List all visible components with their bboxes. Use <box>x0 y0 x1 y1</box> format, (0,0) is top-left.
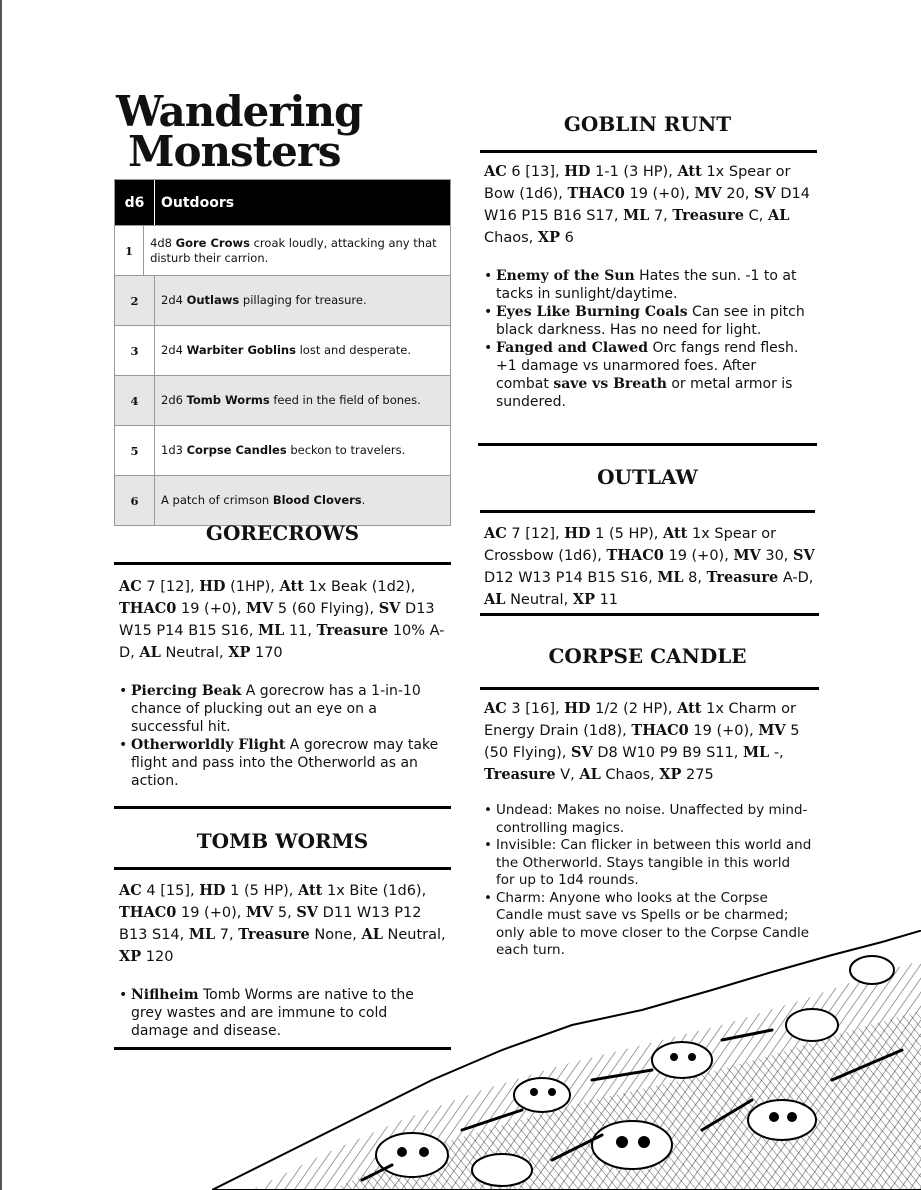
tombworms-stats: AC 4 [15], HD 1 (5 HP), Att 1x Bite (1d6), THAC0 19 (+0), MV 5, SV D11 W13 P12 B13 S14, ML 7, Treasure None, AL Neutral, XP 120 <box>119 882 446 965</box>
candle-rule <box>480 687 819 690</box>
list-item: • Eyes Like Burning Coals Can see in pitch black darkness. Has no need for light. <box>484 303 812 339</box>
header-die: d6 <box>115 180 155 225</box>
row-text: 4d8 Gore Crows croak loudly, attacking any that disturb their carrion. <box>150 235 437 265</box>
bone-pile-illustration <box>212 930 921 1190</box>
row-text: 2d6 Tomb Worms feed in the field of bones. <box>161 393 421 407</box>
gorecrows-end-rule <box>114 806 451 809</box>
row-text: 1d3 Corpse Candles beckon to travelers. <box>161 443 406 457</box>
table-row <box>115 325 450 375</box>
outlaw-title: OUTLAW <box>597 465 698 489</box>
goblin-stats: AC 6 [13], HD 1-1 (3 HP), Att 1x Spear or Bow (1d6), THAC0 19 (+0), MV 20, SV D14 W16 P15 B16 S17, ML 7, Treasure C, AL Chaos, XP 6 <box>484 163 810 246</box>
row-roll: 1 <box>115 226 144 275</box>
row-roll: 4 <box>115 376 155 425</box>
goblin-title: GOBLIN RUNT <box>563 112 732 136</box>
tombworms-title: TOMB WORMS <box>196 829 369 853</box>
list-item: • Invisible: Can flicker in between this world and the Otherworld. Stays tangible in this world for up to 1d4 rounds. <box>484 837 812 890</box>
table-row <box>115 275 450 325</box>
gorecrows-rule <box>114 562 451 565</box>
gorecrows-title: GORECROWS <box>205 521 360 545</box>
outlaw-stats: AC 7 [12], HD 1 (5 HP), Att 1x Spear or Crossbow (1d6), THAC0 19 (+0), MV 30, SV D12 W13 P14 B15 S16, ML 8, Treasure A-D, AL Neutral, XP 11 <box>484 525 815 608</box>
candle-stats: AC 3 [16], HD 1/2 (2 HP), Att 1x Charm or Energy Drain (1d8), THAC0 19 (+0), MV 5 (50 Flying), SV D8 W10 P9 B9 S11, ML -, Treasure V, AL Chaos, XP 275 <box>484 700 800 783</box>
list-item: • Charm: Anyone who looks at the Corpse Candle must save vs Spells or be charmed; only able to move closer to the Corpse Candle each turn. <box>484 890 812 960</box>
row-roll: 6 <box>115 476 155 525</box>
list-item: • Otherworldly Flight A gorecrow may take flight and pass into the Otherworld as an action. <box>119 736 445 790</box>
row-text: 2d4 Warbiter Goblins lost and desperate. <box>161 343 412 357</box>
row-roll: 3 <box>115 326 155 375</box>
row-text: 2d4 Outlaws pillaging for treasure. <box>161 293 367 307</box>
row-text: A patch of crimson Blood Clovers. <box>161 493 366 507</box>
title-line-1: Wandering <box>116 87 363 136</box>
list-item: • Fanged and Clawed Orc fangs rend flesh. +1 damage vs unarmored foes. After combat save vs Breath or metal armor is sundered. <box>484 339 812 411</box>
title-line-2: Monsters <box>128 127 341 176</box>
table-header <box>115 180 450 225</box>
goblin-end-rule <box>478 443 817 446</box>
list-item: • Niflheim Tomb Worms are native to the grey wastes and are immune to cold damage and disease. <box>119 986 445 1040</box>
outlaw-rule <box>480 510 815 513</box>
list-item: • Piercing Beak A gorecrow has a 1-in-10 chance of plucking out an eye on a successful hit. <box>119 682 445 736</box>
outlaw-end-rule <box>480 613 819 616</box>
header-outdoors: Outdoors <box>161 194 235 211</box>
table-row <box>115 475 450 525</box>
table-row <box>115 375 450 425</box>
row-roll: 5 <box>115 426 155 475</box>
table-row <box>115 225 450 275</box>
gorecrows-traits <box>119 682 445 790</box>
tombworms-rule <box>114 867 451 870</box>
goblin-traits <box>484 267 812 411</box>
list-item: • Undead: Makes no noise. Unaffected by mind-controlling magics. <box>484 802 812 837</box>
table-row <box>115 425 450 475</box>
goblin-rule <box>480 150 817 153</box>
page-title <box>116 87 363 176</box>
gorecrows-stats: AC 7 [12], HD (1HP), Att 1x Beak (1d2), THAC0 19 (+0), MV 5 (60 Flying), SV D13 W15 P14 B15 S16, ML 11, Treasure 10% A-D, AL Neutral, XP 170 <box>119 578 445 661</box>
row-roll: 2 <box>115 276 155 325</box>
candle-title: CORPSE CANDLE <box>548 644 747 668</box>
wandering-monster-table <box>114 179 451 526</box>
list-item: • Enemy of the Sun Hates the sun. -1 to at tacks in sunlight/daytime. <box>484 267 812 303</box>
